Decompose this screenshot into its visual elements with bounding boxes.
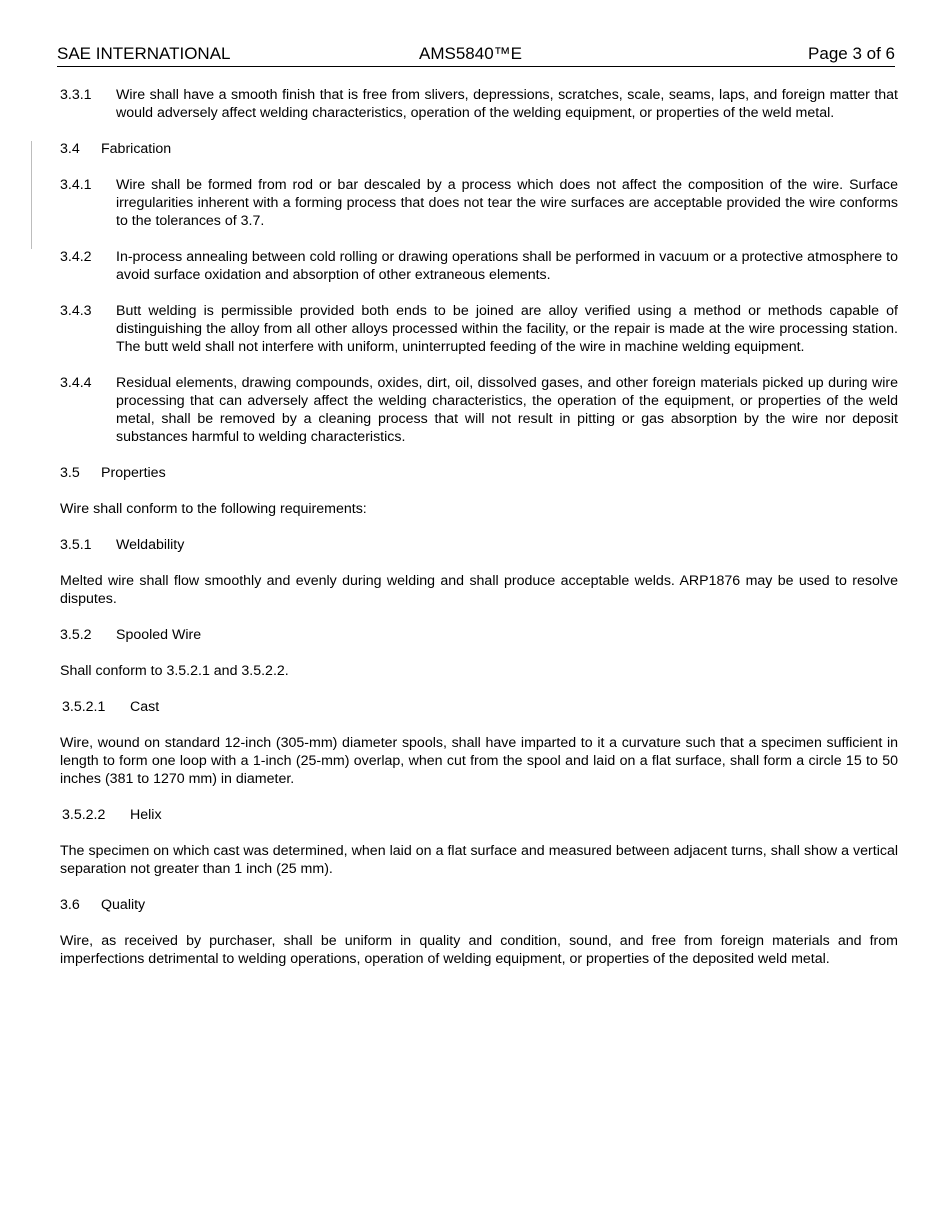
section-text: In-process annealing between cold rolling or drawing operations shall be performed in vacuum or a protective atmosphere to avoid surface oxidation and absorption of other extraneous elements. bbox=[116, 249, 898, 283]
section-number: 3.5.1 bbox=[60, 537, 92, 553]
section-3-5-2-text: Shall conform to 3.5.2.1 and 3.5.2.2. bbox=[60, 663, 289, 679]
section-3-5-2-2-heading bbox=[60, 806, 898, 824]
section-3-5-1-text: Melted wire shall flow smoothly and evenly during welding and shall produce acceptable welds. ARP1876 may be used to resolve disputes. bbox=[60, 573, 898, 607]
section-number: 3.3.1 bbox=[60, 87, 92, 103]
section-title: Helix bbox=[130, 807, 162, 823]
section-3-5-1-heading bbox=[60, 536, 898, 554]
section-3-4-3 bbox=[60, 302, 898, 356]
header-organization: SAE INTERNATIONAL bbox=[57, 44, 231, 63]
header-page-number: Page 3 of 6 bbox=[808, 44, 895, 63]
section-title: Fabrication bbox=[101, 141, 172, 157]
document-body bbox=[60, 86, 898, 986]
section-text: Wire shall have a smooth finish that is free from slivers, depressions, scratches, scale, seams, laps, and foreign matter that would adversely affect welding characteristics, operation of the welding equipment, or properties of the weld metal. bbox=[116, 87, 898, 121]
section-3-5-2-2-text: The specimen on which cast was determined, when laid on a flat surface and measured between adjacent turns, shall show a vertical separation not greater than 1 inch (25 mm). bbox=[60, 843, 898, 877]
section-number: 3.4.4 bbox=[60, 375, 92, 391]
section-3-5-heading bbox=[60, 464, 898, 482]
section-number: 3.5.2 bbox=[60, 627, 92, 643]
section-3-4-1 bbox=[60, 176, 898, 230]
section-3-5-2-1-heading bbox=[60, 698, 898, 716]
section-number: 3.4 bbox=[60, 141, 80, 157]
section-3-4-4 bbox=[60, 374, 898, 446]
section-text: Butt welding is permissible provided both ends to be joined are alloy verified using a method or methods capable of distinguishing the alloy from all other alloys processed within the facility, or the repair is made at the wire processing station. The butt weld shall not interfere with uniform, uninterrupted feeding of the wire in machine welding equipment. bbox=[116, 303, 898, 355]
section-number: 3.4.1 bbox=[60, 177, 92, 193]
header-document-number: AMS5840™E bbox=[419, 44, 522, 63]
section-3-4-heading bbox=[60, 140, 898, 158]
section-3-3-1 bbox=[60, 86, 898, 122]
section-title: Properties bbox=[101, 465, 166, 481]
section-title: Cast bbox=[130, 699, 160, 715]
section-title: Quality bbox=[101, 897, 146, 913]
page-header bbox=[57, 44, 895, 67]
section-number: 3.5.2.1 bbox=[62, 699, 106, 715]
section-3-5-2-heading bbox=[60, 626, 898, 644]
section-3-5-text: Wire shall conform to the following requirements: bbox=[60, 501, 367, 517]
section-3-6-text: Wire, as received by purchaser, shall be uniform in quality and condition, sound, and free from foreign materials and from imperfections detrimental to welding operations, operation of welding equipment, or properties of the deposited weld metal. bbox=[60, 933, 898, 967]
section-number: 3.4.3 bbox=[60, 303, 92, 319]
section-number: 3.5 bbox=[60, 465, 80, 481]
section-title: Weldability bbox=[116, 537, 185, 553]
section-number: 3.6 bbox=[60, 897, 80, 913]
section-3-4-2 bbox=[60, 248, 898, 284]
section-3-5-2-1-text: Wire, wound on standard 12-inch (305-mm) diameter spools, shall have imparted to it a curvature such that a specimen sufficient in length to form one loop with a 1-inch (25-mm) overlap, when cut from the spool and laid on a flat surface, shall form a circle 15 to 50 inches (381 to 1270 mm) in diameter. bbox=[60, 735, 898, 787]
section-text: Wire shall be formed from rod or bar descaled by a process which does not affect the composition of the wire. Surface irregularities inherent with a forming process that does not tear the wire surfaces are acceptable provided the wire conforms to the tolerances of 3.7. bbox=[116, 177, 898, 229]
section-text: Residual elements, drawing compounds, oxides, dirt, oil, dissolved gases, and other foreign materials picked up during wire processing that can adversely affect the welding characteristics, the operation of the equipment, or properties of the weld metal, shall be removed by a cleaning process that will not result in pitting or gas absorption by the wire nor deposit substances harmful to welding characteristics. bbox=[116, 375, 898, 445]
section-number: 3.5.2.2 bbox=[62, 807, 106, 823]
revision-change-bar bbox=[31, 141, 32, 249]
section-number: 3.4.2 bbox=[60, 249, 92, 265]
section-3-6-heading bbox=[60, 896, 898, 914]
section-title: Spooled Wire bbox=[116, 627, 202, 643]
